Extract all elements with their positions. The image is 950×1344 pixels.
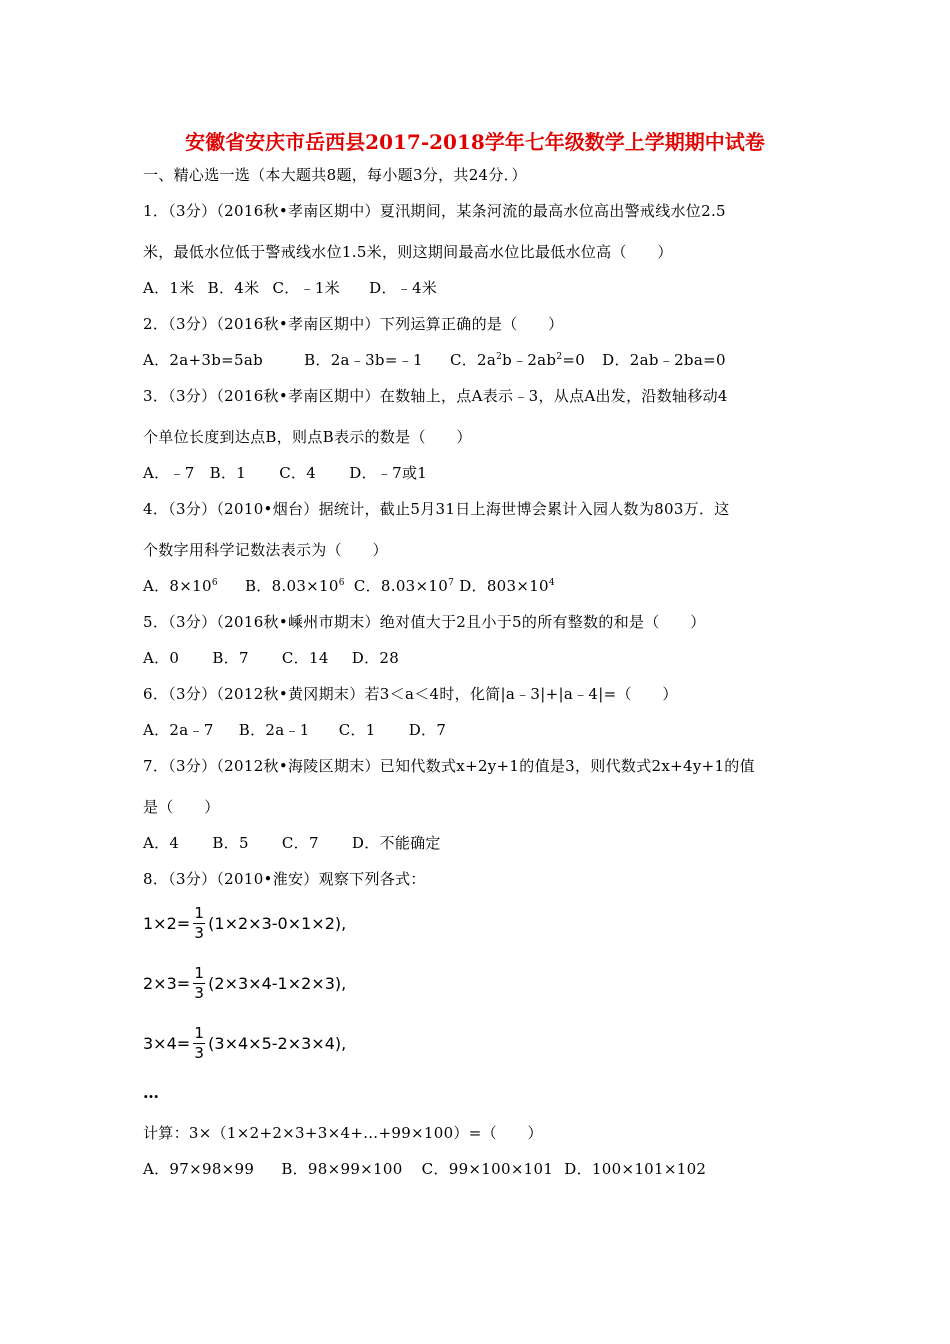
question-7-line-2: 是（ ） bbox=[143, 798, 220, 816]
question-8-calc: 计算：3×（1×2+2×3+3×4+…+99×100）=（ ） bbox=[143, 1124, 543, 1142]
option-d: D．﹣7或1 bbox=[349, 464, 428, 482]
option-b: B．$8.03\times 10^6$ bbox=[244, 577, 345, 595]
question-5-line-1: 5．（3分）（2016秋•嵊州市期末）绝对值大于2且小于5的所有整数的和是（ ） bbox=[143, 613, 706, 631]
option-c: C．﹣1米 bbox=[272, 279, 341, 297]
option-d: D．100×101×102 bbox=[564, 1160, 707, 1178]
question-4-line-2: 个数字用科学记数法表示为（ ） bbox=[143, 541, 388, 559]
option-d: D．2ab﹣2ba=0 bbox=[602, 351, 726, 369]
option-d: D．7 bbox=[408, 721, 447, 739]
fraction-one-third: $\frac{1}{3}$ bbox=[194, 1024, 204, 1062]
option-b: B．7 bbox=[212, 649, 249, 667]
option-c: C．$8.03\times 10^7$ bbox=[353, 577, 455, 595]
option-c: C．$2a^2b﹣2ab^2=0$ bbox=[449, 351, 586, 369]
question-2-options bbox=[143, 349, 726, 370]
option-a: A．97×98×99 bbox=[143, 1160, 255, 1178]
option-a: A．﹣7 bbox=[143, 464, 195, 482]
question-3-line-1: 3．（3分）（2016秋•孝南区期中）在数轴上，点A表示﹣3，从点A出发，沿数轴移动4 bbox=[143, 387, 728, 405]
option-b: B．4米 bbox=[207, 279, 260, 297]
question-8-line-1: 8．（3分）（2010•淮安）观察下列各式： bbox=[143, 870, 426, 888]
question-4-line-1: 4．（3分）（2010•烟台）据统计，截止5月31日上海世博会累计入园人数为803万．这 bbox=[143, 500, 730, 518]
question-1-options bbox=[143, 277, 437, 298]
option-b: B．2a﹣1 bbox=[238, 721, 310, 739]
option-b: B．2a﹣3b=﹣1 bbox=[304, 351, 423, 369]
formula-3: 3×4= $\frac{1}{3}$ (3×4×5-2×3×4), bbox=[143, 1024, 347, 1062]
formula-1: 1×2= $\frac{1}{3}$ (1×2×3-0×1×2), bbox=[143, 904, 347, 942]
question-6-line-1: 6．（3分）（2012秋•黄冈期末）若3＜a＜4时，化简|a﹣3|+|a﹣4|=（ ） bbox=[143, 685, 678, 703]
option-b: B．5 bbox=[212, 834, 249, 852]
option-a: A．0 bbox=[143, 649, 180, 667]
option-d: D．﹣4米 bbox=[369, 279, 438, 297]
question-5-options bbox=[143, 647, 399, 668]
option-d: D．不能确定 bbox=[351, 834, 441, 852]
option-c: C．4 bbox=[279, 464, 317, 482]
ellipsis: … bbox=[143, 1083, 159, 1102]
option-a: A．2a+3b=5ab bbox=[143, 351, 263, 369]
question-2-line-1: 2．（3分）（2016秋•孝南区期中）下列运算正确的是（ ） bbox=[143, 315, 564, 333]
option-a: A．4 bbox=[143, 834, 180, 852]
formula-2: 2×3= $\frac{1}{3}$ (2×3×4-1×2×3), bbox=[143, 964, 347, 1002]
question-3-line-2: 个单位长度到达点B，则点B表示的数是（ ） bbox=[143, 428, 472, 446]
option-c: C．99×100×101 bbox=[421, 1160, 554, 1178]
option-b: B．1 bbox=[209, 464, 247, 482]
question-1-line-2: 米，最低水位低于警戒线水位1.5米，则这期间最高水位比最低水位高（ ） bbox=[143, 243, 673, 261]
question-7-options bbox=[143, 832, 441, 853]
question-1-line-1: 1．（3分）（2016秋•孝南区期中）夏汛期间，某条河流的最高水位高出警戒线水位2.5 bbox=[143, 202, 726, 220]
page-title: 安徽省安庆市岳西县2017-2018学年七年级数学上学期期中试卷 bbox=[185, 130, 765, 154]
question-3-options bbox=[143, 462, 427, 483]
option-a: A．2a﹣7 bbox=[143, 721, 214, 739]
option-d: D．$803\times 10^4$ bbox=[459, 577, 555, 595]
option-d: D．28 bbox=[351, 649, 400, 667]
fraction-one-third: $\frac{1}{3}$ bbox=[194, 904, 204, 942]
question-6-options bbox=[143, 719, 446, 740]
question-4-options bbox=[143, 575, 555, 596]
section-heading: 一、精心选一选（本大题共8题，每小题3分，共24分．） bbox=[143, 166, 527, 184]
question-8-options bbox=[143, 1158, 706, 1179]
option-c: C．14 bbox=[281, 649, 329, 667]
option-c: C．7 bbox=[281, 834, 319, 852]
option-c: C．1 bbox=[338, 721, 376, 739]
option-b: B．98×99×100 bbox=[281, 1160, 403, 1178]
option-a: A．$8\times 10^6$ bbox=[143, 577, 218, 595]
option-a: A．1米 bbox=[143, 279, 195, 297]
question-7-line-1: 7．（3分）（2012秋•海陵区期末）已知代数式x+2y+1的值是3，则代数式2x+4y+1的值 bbox=[143, 757, 755, 775]
fraction-one-third: $\frac{1}{3}$ bbox=[194, 964, 204, 1002]
